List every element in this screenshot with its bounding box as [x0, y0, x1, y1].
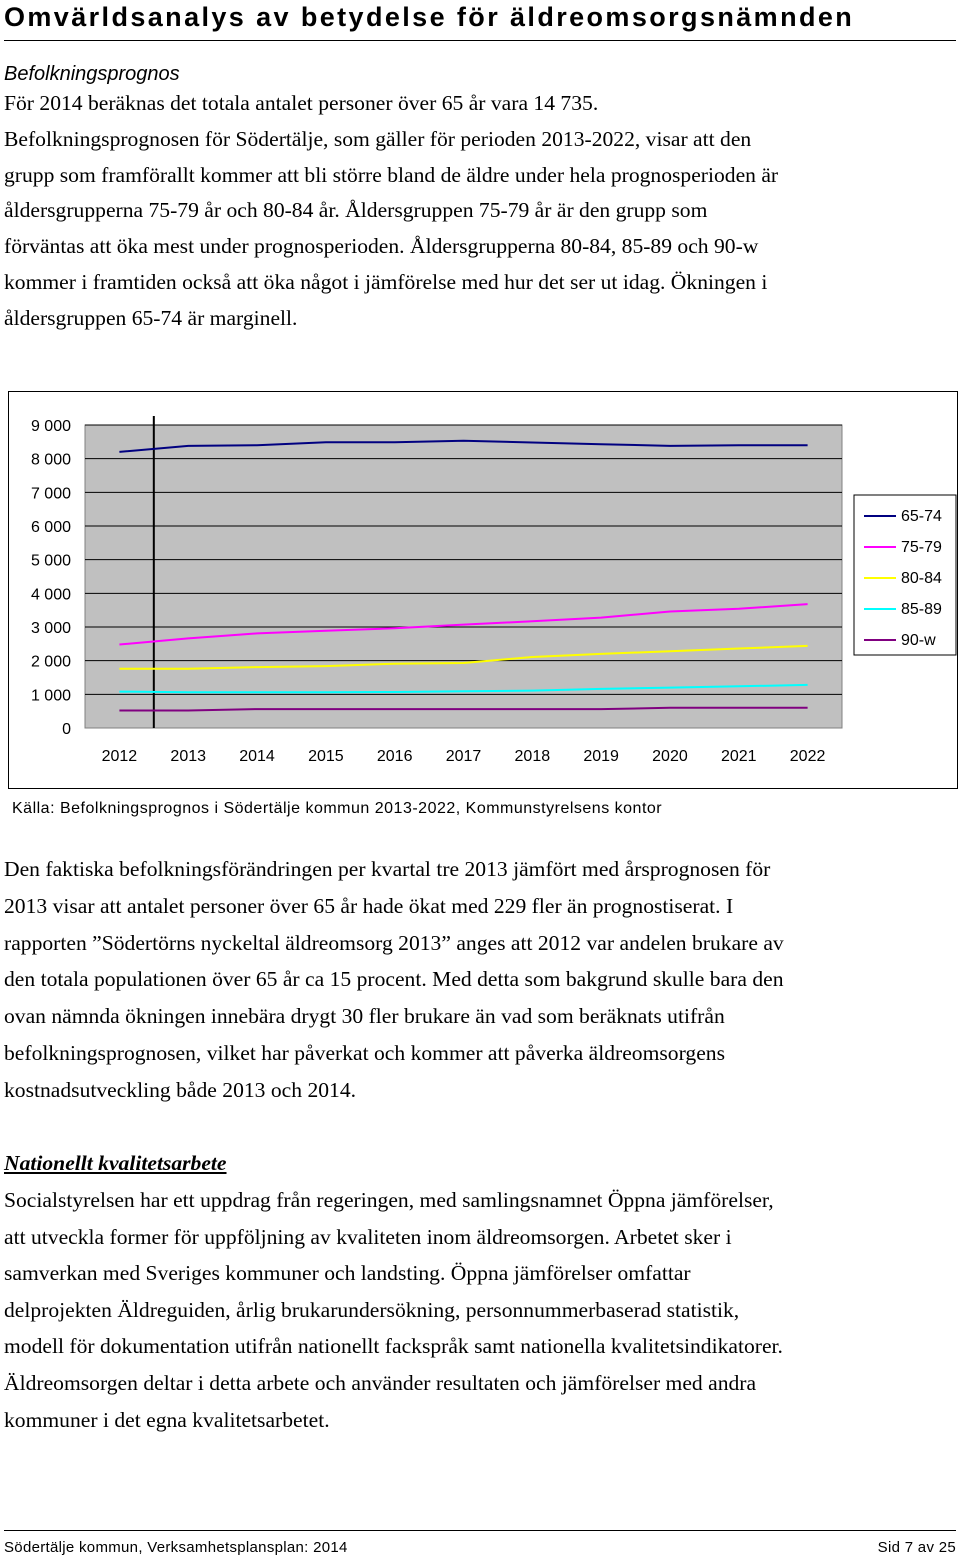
y-tick-label: 2 000	[30, 653, 71, 671]
paragraph-line: åldersgruppen 65-74 är marginell.	[4, 305, 298, 330]
title-divider	[4, 40, 956, 41]
y-tick-label: 9 000	[30, 418, 71, 435]
plot-area	[85, 425, 842, 728]
legend-label: 75-79	[901, 539, 942, 556]
x-tick-label: 2014	[239, 748, 275, 765]
paragraph-line: grupp som framförallt kommer att bli större bland de äldre under hela prognosperioden är	[4, 162, 779, 187]
paragraph-line: ovan nämnda ökningen innebära drygt 30 fler brukare än vad som beräknats utifrån	[4, 1004, 725, 1029]
paragraph-line: kommer i framtiden också att öka något i jämförelse med hur det ser ut idag. Ökningen i	[4, 269, 768, 294]
paragraph-line: Befolkningsprognosen för Södertälje, som gäller för perioden 2013-2022, visar att den	[4, 126, 752, 151]
y-tick-label: 4 000	[30, 586, 71, 604]
paragraph-line: samverkan med Sveriges kommuner och landsting. Öppna jämförelser omfattar	[4, 1261, 691, 1286]
section-heading-quality: Nationellt kvalitetsarbete	[4, 1151, 227, 1175]
footer-page-number: Sid 7 av 25	[877, 1539, 956, 1556]
x-tick-label: 2019	[583, 748, 619, 765]
body-paragraph	[4, 851, 956, 1109]
x-tick-label: 2017	[445, 748, 482, 765]
intro-paragraph	[4, 86, 956, 337]
x-tick-label: 2018	[514, 748, 551, 765]
paragraph-line: delprojekten Äldreguiden, årlig brukarundersökning, personnummerbaserad statistik,	[4, 1297, 740, 1322]
x-tick-label: 2013	[170, 748, 207, 765]
legend-label: 80-84	[901, 570, 942, 587]
paragraph-line: Socialstyrelsen har ett uppdrag från regeringen, med samlingsnamnet Öppna jämförelser,	[4, 1188, 774, 1212]
y-tick-label: 7 000	[30, 485, 71, 503]
section-label: Befolkningsprognos	[4, 63, 180, 85]
paragraph-line: Äldreomsorgen deltar i detta arbete och använder resultaten och jämförelser med andra	[4, 1370, 757, 1395]
footer-divider	[4, 1530, 956, 1531]
quality-paragraph	[4, 1182, 956, 1438]
paragraph-line: åldersgrupperna 75-79 år och 80-84 år. Åldersgruppen 75-79 år är den grupp som	[4, 198, 708, 223]
footer-document-name: Södertälje kommun, Verksamhetsplansplan: 2014	[4, 1539, 348, 1556]
paragraph-line: kommuner i det egna kvalitetsarbetet.	[4, 1407, 330, 1432]
chart-canvas	[8, 391, 958, 789]
x-tick-label: 2016	[376, 748, 413, 765]
legend-label: 90-w	[901, 632, 936, 649]
legend-label: 65-74	[901, 508, 942, 525]
x-tick-label: 2015	[308, 748, 344, 765]
paragraph-line: att utveckla former för uppföljning av kvaliteten inom äldreomsorgen. Arbetet sker i	[4, 1224, 732, 1249]
y-tick-label: 0	[62, 721, 71, 738]
y-tick-label: 6 000	[30, 519, 71, 536]
paragraph-line: kostnadsutveckling både 2013 och 2014.	[4, 1077, 357, 1102]
x-tick-label: 2012	[101, 748, 138, 765]
y-tick-label: 8 000	[30, 451, 71, 469]
paragraph-line: rapporten ”Södertörns nyckeltal äldreomsorg 2013” anges att 2012 var andelen brukare av	[4, 930, 784, 955]
y-tick-label: 1 000	[30, 687, 71, 705]
x-tick-label: 2022	[789, 748, 826, 765]
chart-source: Källa: Befolkningsprognos i Södertälje kommun 2013-2022, Kommunstyrelsens kontor	[12, 800, 663, 817]
population-forecast-chart	[8, 391, 958, 789]
y-tick-label: 5 000	[30, 552, 71, 570]
paragraph-line: Den faktiska befolkningsförändringen per kvartal tre 2013 jämfört med årsprognosen för	[4, 857, 771, 881]
x-tick-label: 2021	[720, 748, 757, 765]
y-tick-label: 3 000	[30, 620, 71, 637]
page-title: Omvärldsanalys av betydelse för äldreomsorgsnämnden	[4, 2, 855, 32]
paragraph-line: befolkningsprognosen, vilket har påverkat och kommer att påverka äldreomsorgens	[4, 1040, 725, 1065]
legend-label: 85-89	[901, 601, 942, 618]
paragraph-line: 2013 visar att antalet personer över 65 år hade ökat med 229 fler än prognostiserat. I	[4, 893, 734, 918]
paragraph-line: modell för dokumentation utifrån nationellt fackspråk samt nationella kvalitetsindikatorer.	[4, 1334, 783, 1359]
paragraph-line: förväntas att öka mest under prognosperioden. Åldersgrupperna 80-84, 85-89 och 90-w	[4, 234, 759, 259]
paragraph-line: För 2014 beräknas det totala antalet personer över 65 år vara 14 735.	[4, 91, 599, 115]
paragraph-line: den totala populationen över 65 år ca 15 procent. Med detta som bakgrund skulle bara den	[4, 967, 784, 992]
x-tick-label: 2020	[652, 748, 688, 765]
